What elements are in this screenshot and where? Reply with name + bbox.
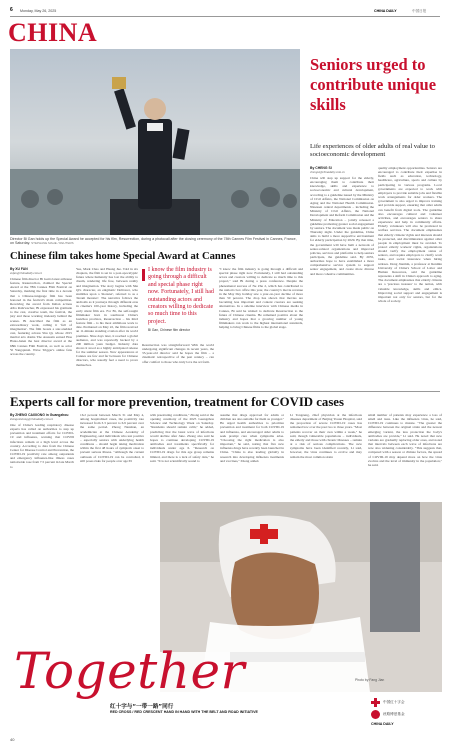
covid-col-2: 16.2 percent between March 31 and May 4, among hospitalized cases, the positivity rate increased from 3.3 percent to 6.9 percent over the same period. Zhong Nanshan, an academician at the Chinese Academy of Engineering, said individuals who test positive – especially seniors with underlying health conditions – should begin taking medication within the first 48 hours of symptom onset to prevent serious illness. "Although the current outbreak of COVID-19 can be controlled, it still poses risks for people over age 65 xyxy=(80,413,144,463)
covid-byline: By ZHENG CAIXIONG in Guangzhou xyxy=(10,413,69,417)
covid-col-1: One of China's leading respiratory disease experts has called on authorities to step up prevention and treatment efforts for COVID-19 and influenza, warning that COVID infections remain at a high level across the country. According to data from the Chinese Center for Disease Control and Prevention, the COVID-19 positivity rate among outpatients and emergency influenza-like illness cases nationwide rose from 7.5 percent in late March to xyxy=(10,423,74,469)
ad-block xyxy=(10,502,442,734)
skills-byline: By CHENG SI xyxy=(310,166,332,170)
section-divider xyxy=(10,391,440,392)
ad-cn-line: 红十字与“一带一路”同行 xyxy=(110,704,174,710)
cannes-col-2: Yee, Mark Chao and Huang Jue. Told in six chapters, the film is set in a post-apocalyptic future where humanity has lost the ability to dream, rendering life free, between reality and imagination. The story begins with Shu Qi's character, an enigmatic Deliverer, who stumbles upon a 'monster', referred to as a 'dream monster'. The narrative follows the androids as it journeys through different eras in cinema's 100-year history, including the early silent film era. For Bi, the self-taught filmmaker born in southwest China's Guizhou province, Resurrection – his third feature film – is his most ambitious work to date. Premiered on May 22, the film received an 11-minute standing ovation after its world premiere. Nine days later, it reached a global audience, and was reportedly backed by a 200 million yuan budget. Industry data shows it stood as a highly anticipated release for the summer season. New appearances at Cannes are few and far between for Chinese directors, who usually feel a need to prove themselves. xyxy=(76,267,138,367)
ad-title: Together xyxy=(14,642,245,700)
covid-col-5: Li Tongzeng, chief physician at the infectious diseases department of Beijing Youan Hospital, said the proportion of severe COVID-19 cases has remained low over the past two to three years. "Most patients recover on their own within a week," he said, though vulnerable populations – individuals, the elderly and those with chronic illnesses – remain at a risk of serious complications. The new symptoms have been identified recently, Li said, however, the virus continues to evolve and may remain the most common strain xyxy=(290,413,362,459)
cannes-headline: Chinese film takes home Special Award at Cannes xyxy=(10,251,236,262)
ad-photo-credit: Photo by Fang Jian xyxy=(355,678,385,682)
cannes-col-3: Resurrection was straightforward With the world undergoing significant changes in recent years, the 35-year-old director said he hopes the film – a cinematic retrospective of the past century – can offer comfort to those who truly love the art form. xyxy=(142,343,214,364)
ad-brand: CHINA DAILY xyxy=(371,722,394,726)
red-cross-logo xyxy=(371,698,380,707)
cannes-col-4: "I know the film industry is going through a difficult and special phase right now. Fortunately, I still had outstanding actors and creators willing to dedicate so much time to this project," said Bi during a press conference. Despite the phenomenal success of Ne Zha 2, which has contributed to the nation's box office this year, the country's movie revenue in the May Day holiday saw a year-on-year decline of more than 50 percent. The drop has shown that movies are becoming less important and content creators are seeking alternatives. In a sideline interview with Chinese media in Cannes, Bi said he wished to dedicate Resurrection to the future of Chinese cinema. He remained positive about the industry and hopes that a growing number of young filmmakers can work to the highest international standards, helping to bring Chinese films to the global stage. xyxy=(219,267,303,330)
skills-subhead: Life experiences of older adults of real value to socioeconomic development xyxy=(310,143,435,159)
cannes-photo xyxy=(10,49,300,235)
ad-org-name: 中国红十字会 xyxy=(383,700,405,704)
paper-name: CHINA DAILY xyxy=(374,8,397,13)
header-rule xyxy=(10,16,440,17)
section-title: CHINA xyxy=(8,18,98,47)
issue-date: Monday, May 26, 2025 xyxy=(20,8,57,13)
pull-quote-text: I know the film industry is going through a difficult and special phase right now. Fortunately, I still had outstanding actors and creators willing to dedicate so much time to this project. xyxy=(148,267,214,325)
cannes-byline: By XU FAN xyxy=(10,267,28,271)
skills-headline: Seniors urged to contribute unique skills xyxy=(310,55,437,114)
cannes-pull-quote xyxy=(142,267,214,332)
skills-col-1: China will step up support for the elderly, encouraging them to contribute their knowledge, skills and experience to socioeconomic and cultural development, according to a guideline issued by the Ministry of Civil Affairs, the National Commission on Aging and the National Health Commission. Nineteen central departments – including the Ministry of Civil Affairs, the National Development and Reform Commission and the Ministry of Education – jointly released a guideline promoting greater social engagement by seniors. The document was made public on Thursday night. Under the guideline, China aims to build a more supportive environment for elderly participation by 2029. By that time, the government will have built a network of senior-related organizations and improved policies, services and platforms to help seniors participate, the guideline said. By 2035, authorities hope to have established a more comprehensive service system to support senior engagement, and create more diverse and more cohesive communities. xyxy=(310,176,374,276)
ad-org-name-2: 丝路博爱基金 xyxy=(383,712,405,716)
covid-email: zhengcaixiong@chinadaily.com.cn xyxy=(10,417,54,421)
covid-col-4: assume that drugs approved for adults or children are also suitable for them as younger." He urged health authorities to prioritize prevention and treatment for both COVID-19 and influenza, and encouraged older adults to seek prompt care when symptoms arise. "Choosing the right medication is also important," he said, noting that five new influenza drugs have recently been launched in China. "China is also leading globally in research into developing influenza treatments and vaccines," Zhong added. xyxy=(220,413,284,463)
ad-en-line: RED CROSS / RED CRESCENT HAND IN HAND WITH THE BELT AND ROAD INITIATIVE xyxy=(110,710,258,714)
paper-name-cn: 中国日报 xyxy=(412,8,427,13)
covid-headline: Experts call for more prevention, treatment for COVID cases xyxy=(10,395,344,409)
cannes-col-1: Chinese film director Bi Gan's latest arthouse feature, Resurrection, claimed the Special Award at the 78th Cannes Film Festival on Saturday, marking the first time in a decade that a Chinese-language film has been honored in the festival's main competition. Receiving the award from Italian actress Alba Rohrwacher, Bi expressed his gratitude to the cast, creative team, the festival, the jury and those working tirelessly behind the scenes. Bi described the film as an extraordinary work, calling it 'full of imagination'. The film boasts a star-studded cast, featuring actress Shu Qi, whose 2015 martial arts drama The Assassin earned Hou Hsiao-hsien the best director award at the 68th Cannes Film Festival, as well as actor Yi Yangqianxi. Wave Trigger's online fans across the country. xyxy=(10,277,72,356)
covid-col-3: with preexisting conditions," Zhong said at the opening ceremony of the 2025 Guangzhou Science and Technology Week on Saturday. "Residents should remain calm," he added, predicting that the latest wave of infections would decline after June. Zhong also said he hopes to continue developing COVID-19 antibodies and treatments specifically for individuals under age 6. "Research on COVID-19 drugs for this age group remains limited, and there is a lack of safety data," he said. "It is not scientifically sound to xyxy=(150,413,214,463)
cannes-email: xufan@chinadaily.com.cn xyxy=(10,271,43,275)
cannes-photo-caption: Director Bi Gan holds up the Special Award he accepted for his film, Resurrection, during a photocall after the closing ceremony of the 78th Cannes Film Festival in Cannes, France, on Saturday. STEPHANE MAHE / REUTERS xyxy=(10,237,297,246)
covid-col-6: small number of patients may experience a loss of smell and taste. Like the influenza virus, he said, COVID-19 continues to mutate. "The greater the difference between the original strain and the newest emerging variant, the less protection the body's antibodies are provide," Li said. He noted that new variants are gradually replacing older ones, and noted that intervals between each wave of infections are now also widening considerably. "This suggests that, compared with a season or climate factors, the spread of COVID-19 may depend more on how the virus evolves and the level of immunity in the population," he said. xyxy=(368,413,442,467)
footer-page-number: 40 xyxy=(10,737,15,742)
skills-col-2: quality employment opportunities. Seniors are encouraged to contribute their expertise in fields such as education, technology, healthcare, agriculture, sports and culture by participating in various programs. Local governments are expected to work with employers to provide suitable jobs and flexible work arrangements for older workers. The government is also urged to improve training and provide support, ensuring that older adults can benefit from digital tools. The guideline also encourages cultural and volunteer activities, and encourages seniors to share experience and help in community affairs. Elderly volunteers will also be promoted in welfare services. The document emphasizes that elderly citizens' rights and interests should be protected, and discrimination against older people in employment must be avoided. To protect elderly workers' rights, organizations should verify the employment status of seniors, and require employers to clarify work tasks, and social insurance when hiring retirees. Dong Jianmin, a professor at Renmin University of China's School of Labor and Human Resources, said the guideline represents a shift in China's approach to aging. The document emphasizes that elderly citizens are a 'precious treasure' to the nation, with valuable knowledge, skills and ethics. Improving social support and engagement is important not only for seniors, but for the whole of society. xyxy=(378,166,442,303)
quote-mark-rule xyxy=(142,269,145,281)
page-number: 6 xyxy=(10,7,13,13)
pull-quote-attribution: Bi Gan, Chinese film director xyxy=(148,328,190,333)
silk-road-logo xyxy=(371,710,380,719)
skills-email: chengsi@chinadaily.com.cn xyxy=(310,170,345,174)
